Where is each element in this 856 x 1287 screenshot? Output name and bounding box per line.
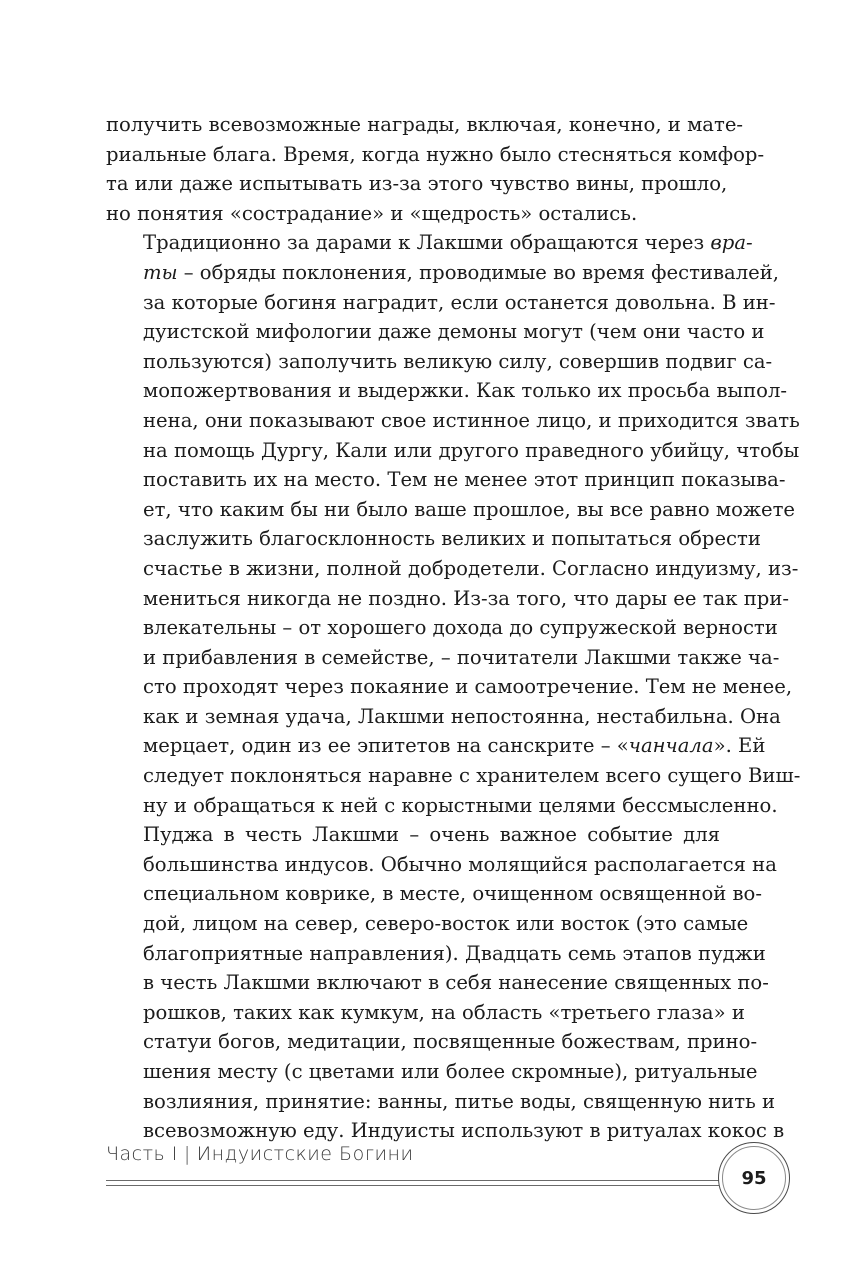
italic-term: вра- <box>710 231 753 255</box>
text-line: на помощь Дургу, Кали или другого праведного убийцу, чтобы <box>143 438 800 462</box>
text-line: рошков, таких как кумкум, на область «третьего глаза» и <box>143 1000 745 1024</box>
text-line: получить всевозможные награды, включая, конечно, и мате- <box>106 113 744 136</box>
text-line: дуистской мифологии даже демоны могут (чем они часто и <box>143 320 765 344</box>
section-title: Индуистские Богини <box>196 1143 414 1165</box>
text-line: дой, лицом на север, северо-восток или восток (это самые <box>143 912 749 936</box>
text-line: специальном коврике, в месте, очищенном освященной во- <box>143 882 762 906</box>
text-line: и прибавления в семействе, – почитатели Лакшми также ча- <box>143 645 780 669</box>
text-line: влекательны – от хорошего дохода до супружеской верности <box>143 616 778 640</box>
paragraph-1 <box>106 110 765 228</box>
text-run: – обряды поклонения, проводимые во время фестивалей, <box>177 260 780 284</box>
page-number: 95 <box>741 1167 767 1189</box>
text-line: ну и обращаться к ней с корыстными целями бессмысленно. <box>143 793 778 817</box>
running-footer <box>106 1143 413 1165</box>
text-run: Традиционно за дарами к Лакшми обращаются через <box>143 231 711 255</box>
footer-rule-top <box>106 1180 736 1181</box>
paragraph-3 <box>106 820 785 1146</box>
text-line: ет, что каким бы ни было ваше прошлое, вы все равно можете <box>143 497 796 521</box>
italic-term: чанчала <box>628 734 714 758</box>
main-text <box>106 110 801 1146</box>
text-line: сто проходят через покаяние и самоотречение. Тем не менее, <box>143 675 793 699</box>
text-line: заслужить благосклонность великих и попытаться обрести <box>143 527 761 551</box>
text-line <box>106 731 766 761</box>
text-line: статуи богов, медитации, посвященные божествам, прино- <box>143 1030 758 1054</box>
paragraph-2 <box>106 228 801 820</box>
text-line: та или даже испытывать из-за этого чувство вины, прошло, <box>106 172 728 196</box>
text-line: мопожертвования и выдержки. Как только их просьба выпол- <box>143 379 788 403</box>
text-line: как и земная удача, Лакшми непостоянна, нестабильна. Она <box>143 704 781 728</box>
text-line: Пуджа в честь Лакшми – очень важное событие для <box>143 823 720 847</box>
text-run: мерцает, один из ее эпитетов на санскрите – « <box>143 734 629 758</box>
text-line: в честь Лакшми включают в себя нанесение священных по- <box>143 971 769 995</box>
part-label: Часть I <box>106 1143 178 1165</box>
text-line: счастье в жизни, полной добродетели. Согласно индуизму, из- <box>143 556 799 580</box>
text-line: мениться никогда не поздно. Из-за того, что дары ее так при- <box>143 586 790 610</box>
text-line: за которые богиня наградит, если останется довольна. В ин- <box>143 290 776 314</box>
text-line: всевозможную еду. Индуисты используют в ритуалах кокос в <box>143 1119 785 1143</box>
text-line: следует поклоняться наравне с хранителем всего сущего Виш- <box>143 764 801 788</box>
text-line: возлияния, принятие: ванны, питье воды, священную нить и <box>143 1089 776 1113</box>
footer-rule-bottom <box>106 1185 736 1186</box>
text-line: но понятия «сострадание» и «щедрость» остались. <box>106 201 638 225</box>
footer-separator: | <box>183 1143 191 1165</box>
text-run: ». Ей <box>713 734 766 758</box>
text-line: риальные блага. Время, когда нужно было стесняться комфор- <box>106 142 765 166</box>
text-line: нена, они показывают свое истинное лицо, и приходится звать <box>143 408 800 432</box>
text-line: благоприятные направления). Двадцать семь этапов пуджи <box>143 941 766 965</box>
italic-term: ты <box>143 260 178 284</box>
text-line: пользуются) заполучить великую силу, совершив подвиг са- <box>143 349 773 373</box>
text-line <box>106 258 780 288</box>
text-line: поставить их на место. Тем не менее этот принцип показыва- <box>143 468 786 492</box>
text-line: шения месту (с цветами или более скромные), ритуальные <box>143 1060 758 1083</box>
text-line: большинства индусов. Обычно молящийся располагается на <box>143 852 777 876</box>
text-line <box>106 228 753 258</box>
